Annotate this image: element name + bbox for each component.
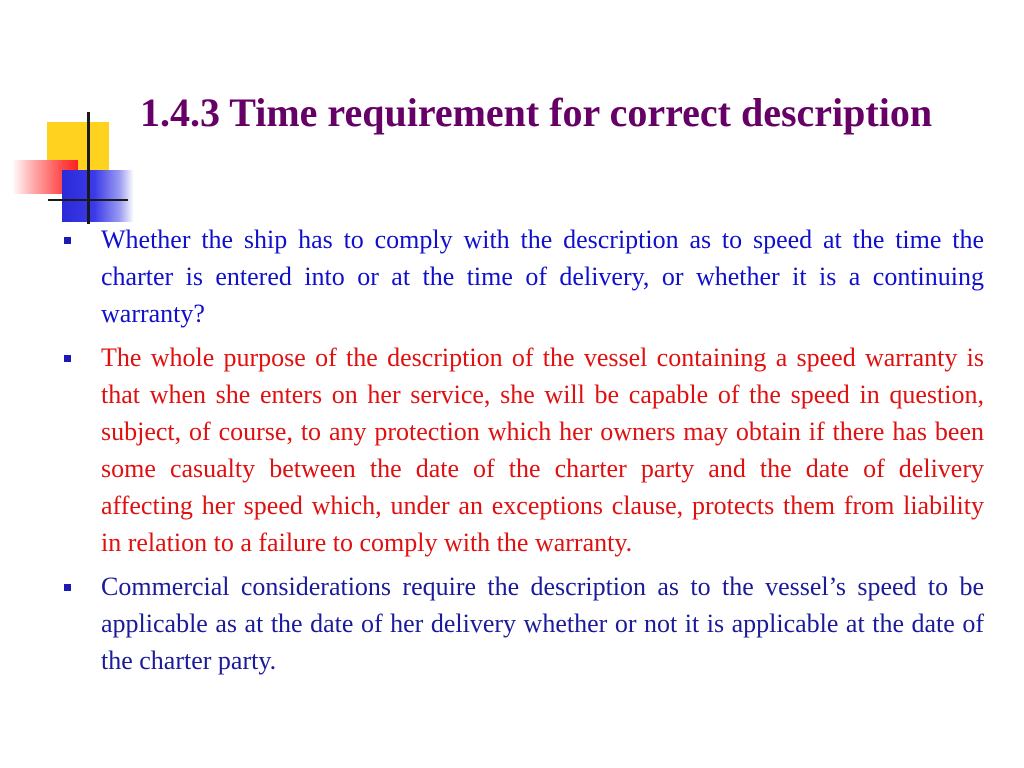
square-bullet-icon	[64, 584, 71, 591]
bullet-text: Whether the ship has to comply with the description as to speed at the time the charter is entered into or at the time of delivery, or whether it is a continuing warranty?	[101, 225, 984, 328]
blue-gradient-bar-decoration	[62, 170, 134, 222]
bullet-item-1	[60, 221, 984, 332]
bullet-list	[60, 221, 984, 686]
horizontal-line-decoration	[48, 199, 128, 201]
slide-title: 1.4.3 Time requirement for correct description	[140, 90, 933, 135]
bullet-item-2	[60, 339, 984, 561]
bullet-text: Commercial considerations require the description as to the vessel’s speed to be applicable as at the date of her delivery whether or not it is applicable at the date of the charter party.	[101, 572, 984, 675]
square-bullet-icon	[64, 237, 71, 244]
bullet-item-3	[60, 568, 984, 679]
bullet-text: The whole purpose of the description of the vessel containing a speed warranty is that when she enters on her service, she will be capable of the speed in question, subject, of course, to any protection which her owners may obtain if there has been some casualty between the date of the charter party and the date of delivery affecting her speed which, under an exceptions clause, protects them from liability in relation to a failure to comply with the warranty.	[101, 343, 984, 557]
square-bullet-icon	[64, 355, 71, 362]
vertical-line-decoration	[87, 112, 90, 224]
